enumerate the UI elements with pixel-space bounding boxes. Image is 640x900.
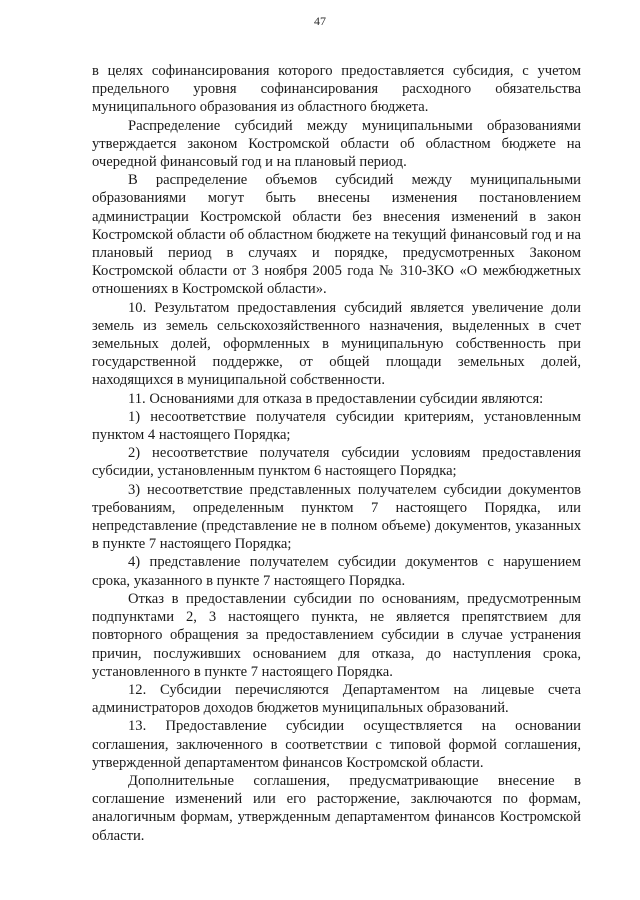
- paragraph-item-12: 12. Субсидии перечисляются Департаментом на лицевые счета администраторов доходов бюджетов муниципальных образований.: [92, 681, 581, 717]
- paragraph-subitem-1: 1) несоответствие получателя субсидии критериям, установленным пунктом 4 настоящего Порядка;: [92, 408, 581, 444]
- document-body: [92, 62, 581, 845]
- paragraph-refusal: Отказ в предоставлении субсидии по основаниям, предусмотренным подпунктами 2, 3 настоящего пункта, не является препятствием для повторного обращения за предоставлением субсидии в случае устранения причин, послуживших основанием для отказа, до наступления срока, установленного в пункте 7 настоящего Порядка.: [92, 590, 581, 680]
- paragraph-item-11: 11. Основаниями для отказа в предоставлении субсидии являются:: [128, 390, 544, 407]
- paragraph-additional-agreements: Дополнительные соглашения, предусматривающие внесение в соглашение изменений или его расторжение, заключаются по формам, аналогичным формам, утвержденным департаментом финансов Костромской области.: [92, 772, 581, 844]
- paragraph-subitem-3: 3) несоответствие представленных получателем субсидии документов требованиям, определенным пунктом 7 настоящего Порядка, или непредставление (представление не в полном объеме) документов, указанных в пункте 7 настоящего Порядка;: [92, 481, 581, 553]
- paragraph-subitem-2: 2) несоответствие получателя субсидии условиям предоставления субсидии, установленным пунктом 6 настоящего Порядка;: [92, 445, 581, 480]
- paragraph-distribution: Распределение субсидий между муниципальными образованиями утверждается законом Костромской области об областном бюджете на очередной финансовый год и на плановый период.: [92, 117, 581, 171]
- paragraph-continuation: в целях софинансирования которого предоставляется субсидия, с учетом предельного уровня софинансирования расходного обязательства муниципального образования из областного бюджета.: [92, 63, 581, 116]
- paragraph-subitem-4: 4) представление получателем субсидии документов с нарушением срока, указанного в пункте 7 настоящего Порядка.: [92, 554, 581, 589]
- page-number: 47: [314, 14, 326, 28]
- paragraph-item-13: 13. Предоставление субсидии осуществляется на основании соглашения, заключенного в соответствии с типовой формой соглашения, утвержденной департаментом финансов Костромской области.: [92, 718, 581, 771]
- paragraph-distribution-changes: В распределение объемов субсидий между муниципальными образованиями могут быть внесены изменения постановлением администрации Костромской области без внесения изменений в закон Костромской области об областном бюджете на текущий финансовый год и на плановый период в случаях и порядке, предусмотренных Законом Костромской области от 3 ноября 2005 года № 310-ЗКО «О межбюджетных отношениях в Костромской области».: [92, 172, 581, 298]
- paragraph-item-10: 10. Результатом предоставления субсидий является увеличение доли земель из земель сельскохозяйственного назначения, выделенных в счет земельных долей, оформленных в муниципальную собственность при государственной поддержке, от общей площади земельных долей, находящихся в муниципальной собственности.: [92, 299, 581, 389]
